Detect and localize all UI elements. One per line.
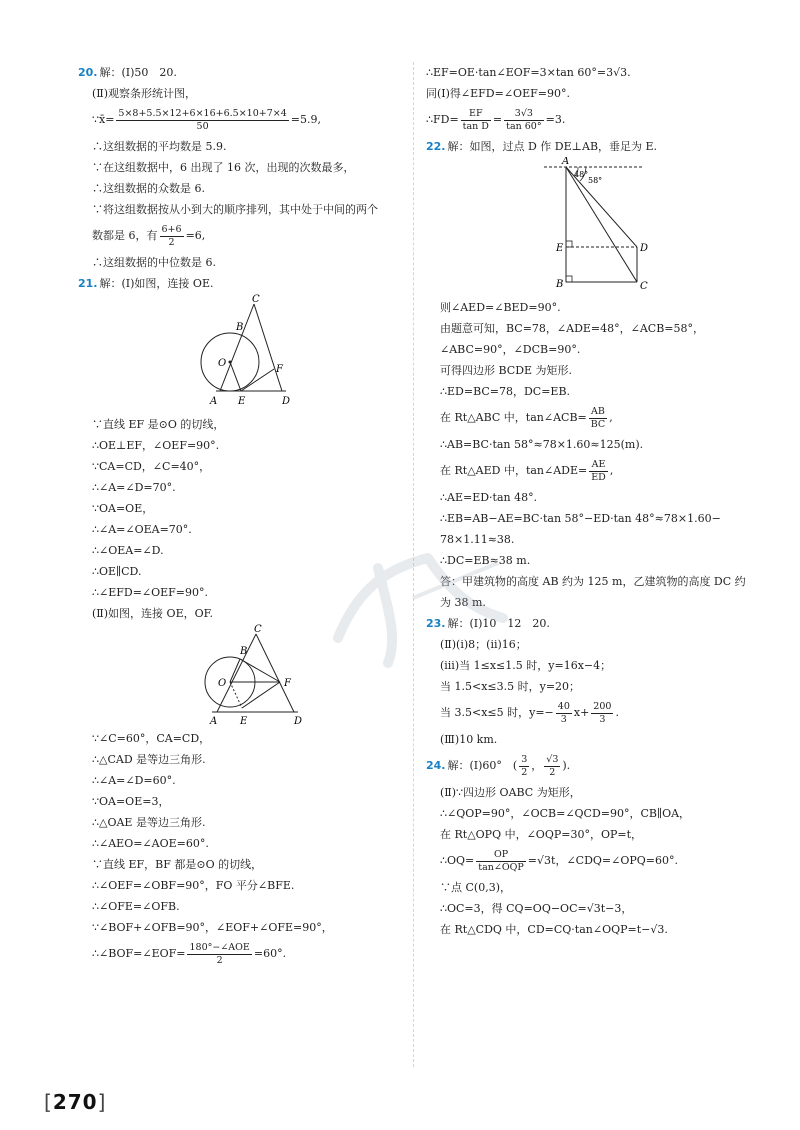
q21-line: ∴∠AEO=∠AOE=60°. xyxy=(92,837,209,850)
q21-line: ∵∠C=60°，CA=CD， xyxy=(92,732,211,745)
q22-tan-ade: 在 Rt△AED 中，tan∠ADE= $\frac{AE}{ED}$ , xyxy=(440,458,614,483)
fig2-label-D: D xyxy=(294,716,303,726)
q22-label-B: B xyxy=(556,279,564,290)
q24-line: 在 Rt△CDQ 中，CD=CQ·tan∠OQP=t−√3. xyxy=(440,923,668,936)
fig1-label-A: A xyxy=(210,396,218,407)
q24-line: ∴∠QOP=90°，∠OCB=∠QCD=90°，CB∥OA， xyxy=(440,807,691,820)
q20-line-2: (Ⅱ)观察条形统计图， xyxy=(92,87,197,100)
q21-fd-formula: ∴FD= $\frac{EF}{\text{tan D}}$ = $\frac{3√3}{\tan 60^\circ}$ =3. xyxy=(426,107,566,132)
q21-number: 21. xyxy=(78,277,98,290)
q22-line: 答：甲建筑物的高度 AB 约为 125 m，乙建筑物的高度 DC 约 xyxy=(440,575,746,588)
fig1-label-O: O xyxy=(218,358,227,369)
fig1-label-F: F xyxy=(276,364,283,375)
q24-head: 24. 解：(Ⅰ)60° ( $\frac{3}{2}$ ， $\frac{√3}{2}$ ). xyxy=(426,753,571,778)
coord-y-fraction: $\frac{√3}{2}$ xyxy=(546,753,559,778)
tan-acb-fraction: $\frac{AB}{BC}$ xyxy=(590,405,606,430)
q22-label-E: E xyxy=(556,243,564,254)
coord-x-fraction: $\frac{3}{2}$ xyxy=(521,753,528,778)
q23-last: (Ⅲ)10 km. xyxy=(440,733,498,746)
q22-label-C: C xyxy=(640,281,648,292)
fd-fraction-1: $\frac{EF}{\text{tan D}}$ xyxy=(462,107,489,132)
q20-mean-formula: ∵x̄= $\frac{5\times 8+5.5\times 12+6\times 16+6.5\times 10+7\times 4}{50}$ =5.9, xyxy=(92,107,321,132)
q22-figure xyxy=(426,157,746,297)
q21-line: ∵OA=OE， xyxy=(92,502,154,515)
fig1-label-C: C xyxy=(252,294,260,305)
q23-line: (ⅲ)当 1≤x≤1.5 时，y=16x−4； xyxy=(440,659,612,672)
q22-number: 22. xyxy=(426,140,446,153)
q22-angle-48: 48° xyxy=(574,170,589,179)
q21-line: ∵OA=OE=3， xyxy=(92,795,170,808)
q24-line: ∵点 C(0,3)， xyxy=(440,881,511,894)
q22-line: ∴DC=EB≈38 m. xyxy=(440,554,531,567)
q24-number: 24. xyxy=(426,759,446,772)
intercept-fraction: $\frac{200}{3}$ xyxy=(593,700,612,725)
q21-line: ∴∠EFD=∠OEF=90°. xyxy=(92,586,209,599)
q21-line: ∴∠OEF=∠OBF=90°，FO 平分∠BFE. xyxy=(92,879,295,892)
q21-cont-line-2: 同(Ⅰ)得∠EFD=∠OEF=90°. xyxy=(426,87,570,100)
q21-final-formula: ∴∠BOF=∠EOF= $\frac{\text{180°−∠AOE}}{2}$ =60°. xyxy=(92,941,287,966)
building-height-diagram xyxy=(534,157,654,295)
fig1-label-B: B xyxy=(236,322,244,333)
q21-line: ∴△CAD 是等边三角形. xyxy=(92,753,206,766)
q20-line-3: ∴这组数据的平均数是 5.9. xyxy=(92,140,227,153)
median-fraction: $\frac{6+6}{2}$ xyxy=(161,223,182,248)
fig2-label-B: B xyxy=(240,646,248,657)
q21-line: ∵直线 EF，BF 都是⊙O 的切线， xyxy=(92,858,263,871)
q24-oq-formula: ∴OQ= $\frac{OP}{\text{tan∠OQP}}$ =√3t，∠CDQ=∠OPQ=60°. xyxy=(440,848,678,873)
q21-line: ∴OE⊥EF，∠OEF=90°. xyxy=(92,439,220,452)
q21-line: ∴∠OFE=∠OFB. xyxy=(92,900,180,913)
q21-figure-1 xyxy=(78,294,408,414)
fig2-label-E: E xyxy=(240,716,248,726)
q22-line: ∴EB=AB−AE=BC·tan 58°−ED·tan 48°≈78×1.60− xyxy=(440,512,721,525)
q20-line-5: ∴这组数据的众数是 6. xyxy=(92,182,205,195)
q20-line-7: ∴这组数据的中位数是 6. xyxy=(92,256,216,269)
fig2-label-F: F xyxy=(284,678,291,689)
q20-line-1: 20. 解：(Ⅰ)50 20. xyxy=(78,66,177,79)
q21-line: (Ⅱ)如图，连接 OE，OF. xyxy=(92,607,214,620)
q21-head: 21. 解：(Ⅰ)如图，连接 OE. xyxy=(78,277,214,290)
q23-number: 23. xyxy=(426,617,446,630)
fig1-label-D: D xyxy=(282,396,291,407)
publisher-watermark-logo xyxy=(318,528,518,678)
angle-fraction: $\frac{\text{180°−∠AOE}}{2}$ xyxy=(189,941,250,966)
q21-cont-line-1: ∴EF=OE·tan∠EOF=3×tan 60°=3√3. xyxy=(426,66,631,79)
q21-continued xyxy=(426,62,746,136)
q23-head: 23. 解：(Ⅰ)10 12 20. xyxy=(426,617,550,630)
fd-fraction-2: $\frac{3√3}{\tan 60^\circ}$ xyxy=(506,107,542,132)
slope-fraction: $\frac{40}{3}$ xyxy=(557,700,570,725)
q23-piecewise: 当 3.5<x≤5 时，y=− $\frac{40}{3}$ x+ $\frac{200}{3}$ . xyxy=(440,700,619,725)
q21-line: ∵CA=CD，∠C=40°， xyxy=(92,460,211,473)
q23-line: (Ⅱ)(ⅰ)8；(ⅱ)16； xyxy=(440,638,527,651)
q24-line: (Ⅱ)∵四边形 OABC 为矩形， xyxy=(440,786,581,799)
q22-head: 22. 解：如图，过点 D 作 DE⊥AB，垂足为 E. xyxy=(426,140,658,153)
q21-line: ∵∠BOF+∠OFB=90°，∠EOF+∠OFE=90°， xyxy=(92,921,333,934)
q23-line: 当 1.5<x≤3.5 时，y=20； xyxy=(440,680,581,693)
fig2-label-A: A xyxy=(210,716,218,726)
page-number: [270] xyxy=(44,1090,107,1114)
q20-number: 20. xyxy=(78,66,98,79)
right-column xyxy=(426,62,746,940)
tan-ade-fraction: $\frac{AE}{ED}$ xyxy=(591,458,606,483)
q22-line: ∴AE=ED·tan 48°. xyxy=(440,491,538,504)
q22-line-ab: ∴AB=BC·tan 58°≈78×1.60≈125(m). xyxy=(440,438,644,451)
q20-line-6: ∵将这组数据按从小到大的顺序排列，其中处于中间的两个 xyxy=(92,203,378,216)
q22-line: ∴ED=BC=78，DC=EB. xyxy=(440,385,571,398)
q21-line: ∵直线 EF 是⊙O 的切线， xyxy=(92,418,225,431)
q22-line: 由题意可知，BC=78，∠ADE=48°，∠ACB=58°， xyxy=(440,322,705,335)
fig2-label-C: C xyxy=(254,624,262,635)
fig1-label-E: E xyxy=(238,396,246,407)
left-column xyxy=(78,62,408,970)
q21-line: ∴∠OEA=∠D. xyxy=(92,544,164,557)
q24-line: 在 Rt△OPQ 中，∠OQP=30°，OP=t， xyxy=(440,828,643,841)
q21-part2-lines xyxy=(78,728,408,970)
fig2-label-O: O xyxy=(218,678,227,689)
q22-tan-acb: 在 Rt△ABC 中，tan∠ACB= $\frac{AB}{BC}$ , xyxy=(440,405,613,430)
q22-line: 为 38 m. xyxy=(440,596,486,609)
q22-line: 可得四边形 BCDE 为矩形. xyxy=(440,364,573,377)
q21-line: ∴∠A=∠OEA=70°. xyxy=(92,523,192,536)
circle-tangent-diagram-2 xyxy=(196,624,326,726)
q21-line: ∴OE∥CD. xyxy=(92,565,142,578)
q22-label-A: A xyxy=(562,157,570,167)
q21-line: ∴△OAE 是等边三角形. xyxy=(92,816,206,829)
q20-median-formula: 数都是 6，有 $\frac{6+6}{2}$ =6, xyxy=(92,223,206,248)
oq-fraction: $\frac{OP}{\text{tan∠OQP}}$ xyxy=(478,848,524,873)
mean-fraction: $\frac{5\times 8+5.5\times 12+6\times 16+6.5\times 10+7\times 4}{50}$ xyxy=(118,107,287,132)
q21-line: ∴∠A=∠D=60°. xyxy=(92,774,176,787)
q21-line: ∴∠A=∠D=70°. xyxy=(92,481,176,494)
q22-angle-58: 58° xyxy=(588,176,603,185)
q22-label-D: D xyxy=(640,243,649,254)
q22-line: ∠ABC=90°，∠DCB=90°. xyxy=(440,343,581,356)
q24-line: ∴OC=3，得 CQ=OQ−OC=√3t−3， xyxy=(440,902,633,915)
q24-lines xyxy=(426,782,746,940)
circle-tangent-diagram-1 xyxy=(196,294,316,412)
q22-line: 则∠AED=∠BED=90°. xyxy=(440,301,561,314)
q22-line: 78×1.11≈38. xyxy=(440,533,515,546)
q20-line-4: ∵在这组数据中，6 出现了 16 次，出现的次数最多， xyxy=(92,161,355,174)
